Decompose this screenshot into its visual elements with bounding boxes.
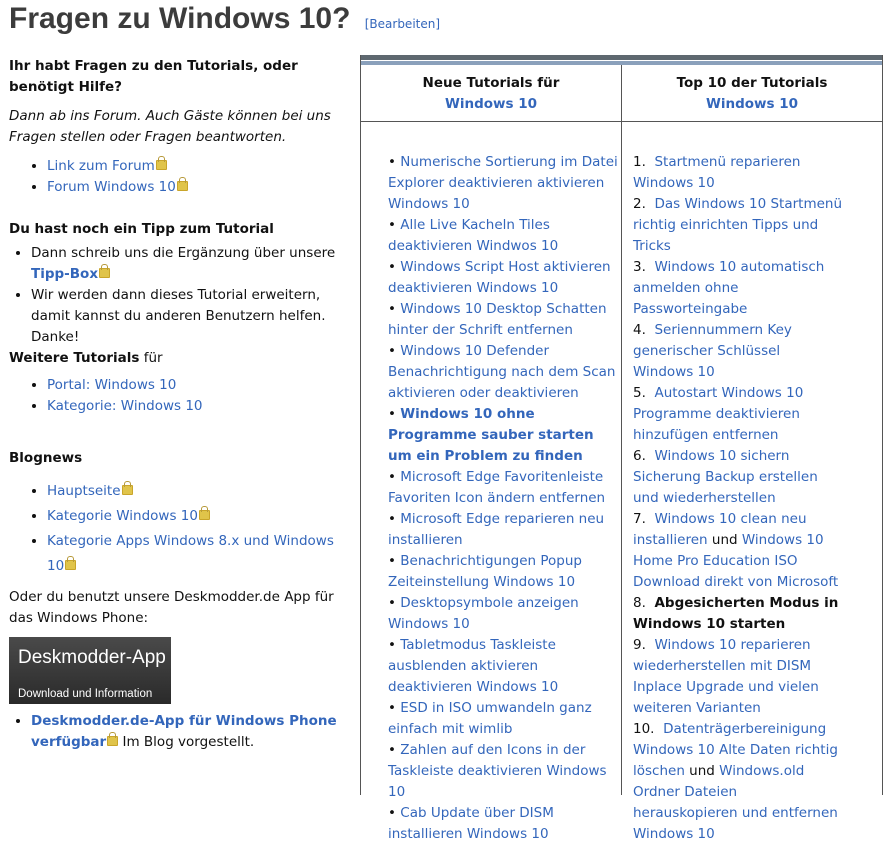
app-banner-subtitle: Download und Information: [18, 688, 153, 700]
bullet-icon: •: [388, 343, 401, 359]
new-tutorial-item: [388, 257, 618, 299]
app-text: Oder du benutzt unsere Deskmodder.de App für das Windows Phone:: [9, 589, 334, 626]
bullet-icon: •: [388, 469, 401, 485]
rank-number: 7.: [633, 511, 655, 527]
lock-icon: [122, 485, 133, 495]
top10-link[interactable]: Windows 10 reparieren wiederherstellen mit DISM Inplace Upgrade und vielen weiteren Varianten: [633, 637, 819, 716]
new-tutorial-item: [388, 635, 618, 698]
left-sidebar: [9, 56, 354, 753]
bullet-icon: •: [388, 595, 401, 611]
top10-link[interactable]: Startmenü reparieren Windows 10: [633, 154, 801, 191]
list-item: [47, 504, 354, 529]
forum-windows10-link[interactable]: Forum Windows 10: [47, 179, 176, 195]
bullet-icon: •: [388, 805, 401, 821]
page-title: Fragen zu Windows 10?: [9, 2, 351, 35]
list-item: [47, 375, 354, 396]
bullet-icon: •: [388, 301, 401, 317]
column-header: [361, 65, 621, 122]
app-banner[interactable]: [9, 637, 171, 704]
new-tutorial-link[interactable]: Numerische Sortierung im Datei Explorer deaktivieren aktivieren Windows 10: [388, 154, 618, 212]
new-tutorial-item: [388, 740, 618, 803]
new-tutorial-link[interactable]: Cab Update über DISM installieren Windows 10: [388, 805, 554, 842]
list-item: [47, 177, 354, 198]
new-tutorial-link[interactable]: Alle Live Kacheln Tiles deaktivieren Windwos 10: [388, 217, 559, 254]
kategorie-windows10-link[interactable]: Kategorie Windows 10: [47, 508, 198, 524]
tip-text: Wir werden dann dieses Tutorial erweitern, damit kannst du anderen Benutzern helfen. Danke!: [31, 287, 326, 345]
new-tutorial-link[interactable]: Windows Script Host aktivieren deaktivieren Windows 10: [388, 259, 611, 296]
new-tutorial-item: [388, 509, 618, 551]
top10-link[interactable]: Windows 10 sichern Sicherung Backup erstellen und wiederherstellen: [633, 448, 818, 506]
new-tutorial-link[interactable]: Desktopsymbole anzeigen Windows 10: [388, 595, 579, 632]
new-tutorial-link[interactable]: Windows 10 ohne Programme sauber starten um ein Problem zu finden: [388, 406, 594, 464]
list-item: [47, 396, 354, 417]
rank-number: 2.: [633, 196, 655, 212]
top10-link[interactable]: Windows 10 Home Pro Education ISO Download direkt von Microsoft: [633, 532, 839, 590]
rank-number: 9.: [633, 637, 655, 653]
column-subtitle: Windows 10: [444, 96, 538, 112]
new-tutorial-link[interactable]: ESD in ISO umwandeln ganz einfach mit wimlib: [388, 700, 592, 737]
new-tutorial-item: [388, 341, 618, 404]
bullet-icon: •: [388, 553, 401, 569]
top10-link[interactable]: Das Windows 10 Startmenü richtig einrichten Tipps und Tricks: [633, 196, 843, 254]
list-item: [47, 479, 354, 504]
new-tutorial-item: [388, 467, 618, 509]
top10-item: [633, 719, 843, 845]
rank-number: 8.: [633, 595, 655, 611]
list-item: [31, 711, 354, 753]
new-tutorial-link[interactable]: Microsoft Edge reparieren neu installieren: [388, 511, 605, 548]
blognews-heading: Blognews: [9, 450, 83, 466]
edit-link[interactable]: [Bearbeiten]: [364, 17, 441, 31]
top10-item: [633, 320, 843, 383]
bullet-icon: •: [388, 700, 401, 716]
rank-number: 5.: [633, 385, 655, 401]
rank-number: 10.: [633, 721, 664, 737]
bullet-icon: •: [388, 154, 401, 170]
tip-heading: Du hast noch ein Tipp zum Tutorial: [9, 221, 274, 237]
blog-links: [9, 479, 354, 579]
page-heading: [9, 2, 440, 36]
more-tutorials-heading: Weitere Tutorials für: [9, 350, 163, 366]
app-banner-title: Deskmodder-App: [18, 647, 166, 668]
top10-link[interactable]: Autostart Windows 10 Programme deaktivieren hinzufügen entfernen: [633, 385, 804, 443]
rank-number: 3.: [633, 259, 655, 275]
lock-icon: [177, 181, 188, 191]
column-header: [622, 65, 882, 122]
tip-list: [9, 243, 354, 348]
category-link[interactable]: Kategorie: Windows 10: [47, 398, 203, 414]
top10-current: Abgesicherten Modus in Windows 10 starten: [633, 595, 839, 632]
new-tutorial-item: [388, 593, 618, 635]
forum-link[interactable]: Link zum Forum: [47, 158, 155, 174]
bullet-icon: •: [388, 637, 401, 653]
new-tutorial-link[interactable]: Windows 10 Desktop Schatten hinter der Schrift entfernen: [388, 301, 607, 338]
new-tutorials-column: [361, 65, 622, 842]
new-tutorial-item: [388, 215, 618, 257]
portal-link[interactable]: Portal: Windows 10: [47, 377, 177, 393]
lock-icon: [65, 560, 76, 570]
lock-icon: [156, 160, 167, 170]
top10-column: [622, 65, 882, 842]
top10-item: [633, 446, 843, 509]
new-tutorial-item: [388, 152, 618, 215]
bullet-icon: •: [388, 742, 401, 758]
app-link[interactable]: Deskmodder.de-App für Windows Phone verfügbar: [31, 713, 337, 750]
hauptseite-link[interactable]: Hauptseite: [47, 483, 121, 499]
column-title: Top 10 der Tutorials: [676, 75, 828, 91]
rank-number: 4.: [633, 322, 655, 338]
top10-item: [633, 509, 843, 593]
new-tutorial-link[interactable]: Tabletmodus Taskleiste ausblenden aktivieren deaktivieren Windows 10: [388, 637, 559, 695]
top10-link[interactable]: Windows.old Ordner Dateien herauskopieren und entfernen Windows 10: [633, 763, 838, 842]
rank-number: 6.: [633, 448, 655, 464]
bullet-icon: •: [388, 259, 401, 275]
top10-item: [633, 635, 843, 719]
questions-heading: Ihr habt Fragen zu den Tutorials, oder benötigt Hilfe?: [9, 58, 298, 95]
top10-link[interactable]: Seriennummern Key generischer Schlüssel Windows 10: [633, 322, 792, 380]
list-item: [47, 156, 354, 177]
top10-link[interactable]: Datenträgerbereinigung Windows 10 Alte Daten richtig löschen: [633, 721, 838, 779]
bullet-icon: •: [388, 511, 401, 527]
top10-item: [633, 593, 843, 635]
tipp-box-link[interactable]: Tipp-Box: [31, 266, 99, 282]
new-tutorial-item: [388, 698, 618, 740]
new-tutorial-item: [388, 404, 618, 467]
list-item: [31, 243, 354, 285]
new-tutorial-link[interactable]: Windows 10 Defender Benachrichtigung nach dem Scan aktivieren oder deaktivieren: [388, 343, 616, 401]
lock-icon: [107, 736, 118, 746]
bullet-icon: •: [388, 217, 401, 233]
top10-item: [633, 152, 843, 194]
new-tutorial-item: [388, 551, 618, 593]
new-tutorial-link[interactable]: Benachrichtigungen Popup Zeiteinstellung Windows 10: [388, 553, 582, 590]
bullet-icon: •: [388, 406, 401, 422]
app-list: [9, 711, 354, 753]
top10-connector: und: [707, 532, 742, 548]
questions-text: Dann ab ins Forum. Auch Gäste können bei uns Fragen stellen oder Fragen beantworten.: [9, 108, 331, 145]
list-item: [47, 529, 354, 579]
column-subtitle: Windows 10: [705, 96, 799, 112]
top10-list: [633, 152, 843, 845]
new-tutorial-link[interactable]: Microsoft Edge Favoritenleiste Favoriten Icon ändern entfernen: [388, 469, 606, 506]
tip-text: Dann schreib uns die Ergänzung über unsere: [31, 245, 336, 261]
lock-icon: [199, 510, 210, 520]
more-links: [9, 375, 354, 417]
new-tutorial-item: [388, 803, 618, 845]
top10-item: [633, 257, 843, 320]
list-item: [31, 285, 354, 348]
tutorials-table: [360, 55, 883, 842]
rank-number: 1.: [633, 154, 655, 170]
new-tutorial-link[interactable]: Zahlen auf den Icons in der Taskleiste deaktivieren Windows 10: [388, 742, 607, 800]
top10-connector: und: [684, 763, 720, 779]
new-tutorial-item: [388, 299, 618, 341]
top10-link[interactable]: Windows 10 clean neu installieren: [633, 511, 807, 548]
top10-link[interactable]: Windows 10 automatisch anmelden ohne Passworteingabe: [633, 259, 825, 317]
new-tutorials-list: [388, 152, 618, 845]
top10-item: [633, 194, 843, 257]
forum-links: [9, 156, 354, 198]
column-title: Neue Tutorials für: [422, 75, 560, 91]
top10-item: [633, 383, 843, 446]
kategorie-apps-link[interactable]: Kategorie Apps Windows 8.x und Windows 10: [47, 533, 334, 574]
app-link-rest: Im Blog vorgestellt.: [118, 734, 255, 750]
lock-icon: [99, 268, 110, 278]
